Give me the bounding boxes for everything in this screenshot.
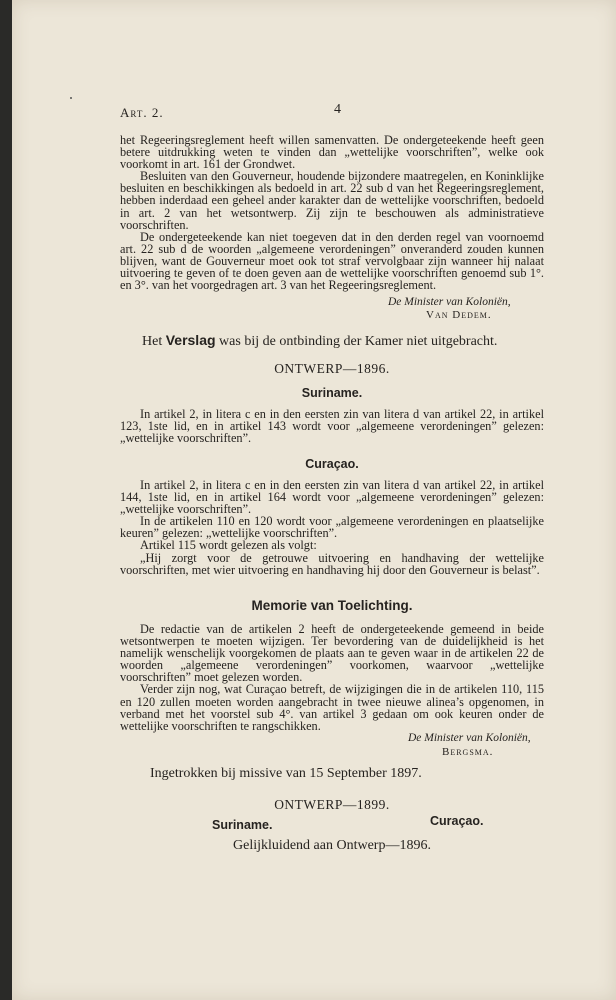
paper-speck xyxy=(70,97,72,99)
signature-title: De Minister van Koloniën, xyxy=(388,296,511,308)
verslag-post: was bij de ontbinding der Kamer niet uitgebracht. xyxy=(215,334,498,349)
paragraph: In artikel 2, in litera c en in den eersten zin van litera d van artikel 22, in artikel 144, 1ste lid, en in artikel 164 wordt voor „algemeene verordeningen” gelezen: „wettelijke voorschriften”. xyxy=(120,478,544,517)
memorie-text xyxy=(120,623,544,732)
paragraph: Artikel 115 wordt gelezen als volgt: xyxy=(140,538,317,553)
paragraph: het Regeeringsreglement heeft willen samenvatten. De ondergeteekende heeft geen betere uitdrukking weten te vinden dan „wettelijke voorschriften”, welke ook voorkomt in art. 161 der Grondwet. xyxy=(120,133,544,172)
paragraph: In de artikelen 110 en 120 wordt voor „algemeene verordeningen en plaatselijke keuren” gelezen: „wettelijke voorschriften”. xyxy=(120,514,544,541)
withdrawn-note: Ingetrokken bij missive van 15 September 1897. xyxy=(150,766,422,781)
signature-title: De Minister van Koloniën, xyxy=(408,732,531,744)
paragraph: Verder zijn nog, wat Curaçao betreft, de wijzigingen die in de artikelen 110, 115 en 120 zullen moeten worden aangebracht in twee nieuwe alinea’s opgenomen, in verband met het voorstel sub 4°. van artikel 3 gedaan om ook keuren onder de wettelijke voorschriften te rangschikken. xyxy=(120,682,544,733)
curacao-text xyxy=(120,479,544,576)
signature-name: Bergsma. xyxy=(442,746,494,758)
ontwerp-1899-title: ONTWERP—1899. xyxy=(274,797,390,812)
document-page xyxy=(12,0,616,1000)
paragraph: „Hij zorgt voor de getrouwe uitvoering en handhaving der wettelijke voorschriften, met wier uitvoering en handhaving hij door den Gouverneur is belast”. xyxy=(120,550,544,577)
curacao-heading-1899: Curaçao. xyxy=(430,814,484,828)
ontwerp-1899-note: Gelijkluidend aan Ontwerp—1896. xyxy=(233,838,431,853)
suriname-heading-1899: Suriname. xyxy=(212,818,273,832)
memorie-heading: Memorie van Toelichting. xyxy=(251,598,413,613)
ontwerp-1896-title: ONTWERP—1896. xyxy=(274,361,390,376)
suriname-text xyxy=(120,408,544,444)
paragraph: De ondergeteekende kan niet toegeven dat in den derden regel van voornoemd art. 22 sub d de woorden „algemeene verordeningen” onveranderd zouden kunnen blijven, want de Gouverneur moet ook tot straf vervolgbaar zijn wanneer hij nalaat uitvoering te geven of te doen geven aan de wettelijke voorschriften genoemd sub 1°. en 3°. van het voorgedragen art. 3 van het Regeeringsreglement. xyxy=(120,229,544,293)
verslag-note xyxy=(142,332,497,350)
article-label: Art. 2. xyxy=(120,105,164,120)
curacao-heading: Curaçao. xyxy=(305,457,359,471)
suriname-heading: Suriname. xyxy=(301,386,363,400)
intro-text xyxy=(120,134,544,291)
verslag-bold: Verslag xyxy=(165,332,216,348)
verslag-pre: Het xyxy=(142,334,166,349)
page-number: 4 xyxy=(334,102,341,117)
signature-name: Van Dedem. xyxy=(426,309,492,321)
paragraph: In artikel 2, in litera c en in den eersten zin van litera d van artikel 22, in artikel 123, 1ste lid, en in artikel 143 wordt voor „algemeene verordeningen” gelezen: „wettelijke voorschriften”. xyxy=(120,407,544,446)
paragraph: Besluiten van den Gouverneur, houdende bijzondere maatregelen, en Koninklijke besluiten en beschikkingen als bedoeld in art. 22 sub d van het Regeeringsreglement, hebben inderdaad een geheel ander karakter dan de wettelijke voorschriften, bedoeld in art. 2 van het wetsontwerp. Zij zijn te beschouwen als administratieve voorschriften. xyxy=(120,169,544,232)
paragraph: De redactie van de artikelen 2 heeft de ondergeteekende gemeend in beide wetsontwerpen te moeten wijzigen. Ter bevordering van de duidelijkheid is het namelijk wenschelijk voorgekomen de plaats aan te geven waar in de artikelen 22 de woorden „algemeene verordeningen” voorkomen, waarvoor „wettelijke voorschriften” moet gelezen worden. xyxy=(120,622,544,685)
